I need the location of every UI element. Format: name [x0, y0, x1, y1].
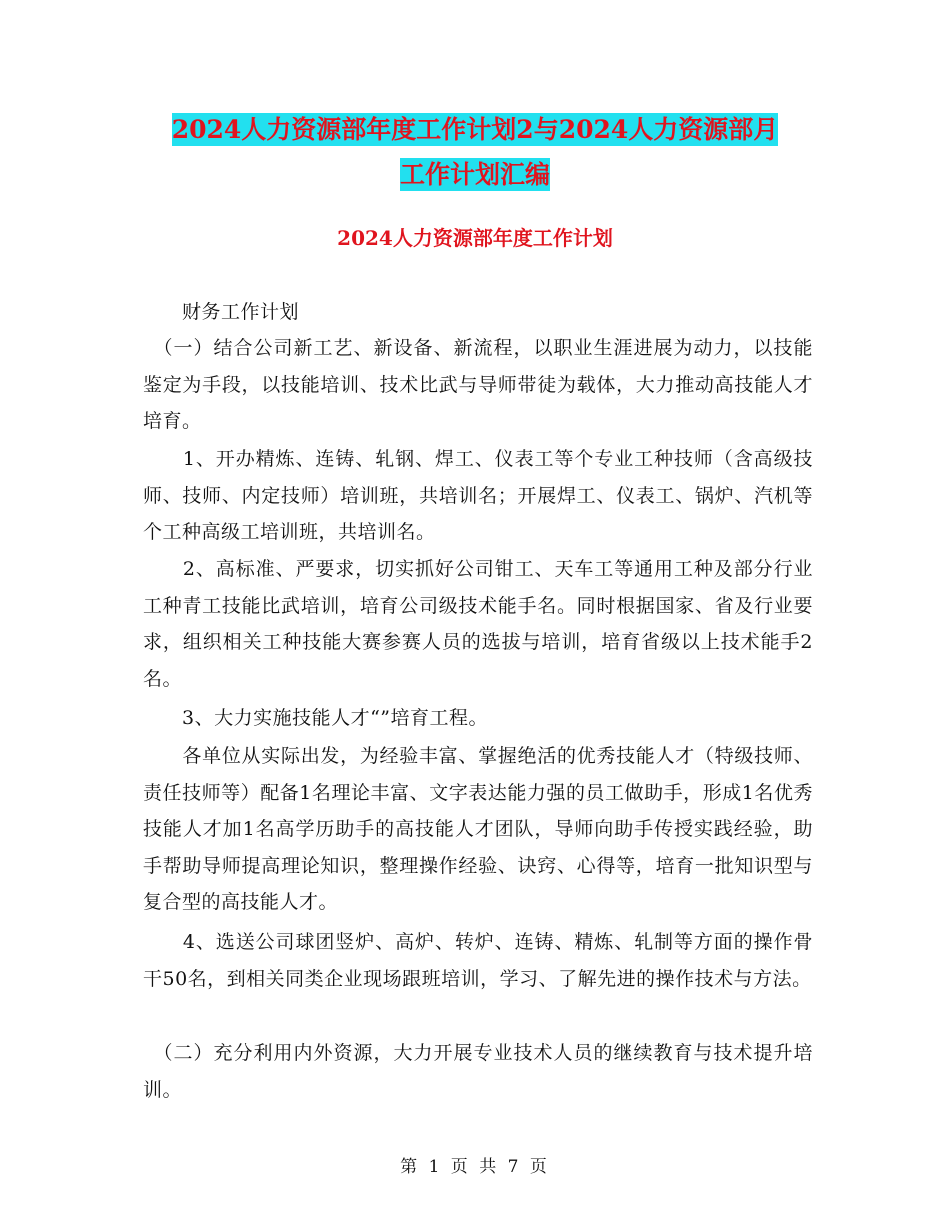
- paragraph-6: 4、选送公司球团竖炉、高炉、转炉、连铸、精炼、轧制等方面的操作骨干50名，到相关同类企业现场跟班培训，学习、了解先进的操作技术与方法。: [143, 931, 813, 990]
- section-title: 2024人力资源部年度工作计划: [337, 226, 613, 250]
- document-title-line-1: 2024人力资源部年度工作计划2与2024人力资源部月: [171, 115, 779, 144]
- paragraph-1: （一）结合公司新工艺、新设备、新流程，以职业生涯进展为动力，以技能鉴定为手段，以技能培训、技术比武与导师带徒为载体，大力推动高技能人才培育。: [143, 337, 813, 432]
- paragraph-2: 1、开办精炼、连铸、轧钢、焊工、仪表工等个专业工种技师（含高级技师、技师、内定技师）培训班，共培训名；开展焊工、仪表工、锅炉、汽机等个工种高级工培训班，共培训名。: [143, 448, 813, 543]
- document-title-line-2: 工作计划汇编: [399, 160, 550, 189]
- page-footer: 第 1 页 共 7 页: [400, 1157, 550, 1177]
- paragraph-5: 各单位从实际出发，为经验丰富、掌握绝活的优秀技能人才（特级技师、责任技师等）配备1名理论丰富、文字表达能力强的员工做助手，形成1名优秀技能人才加1名高学历助手的高技能人才团队，导师向助手传授实践经验，助手帮助导师提高理论知识，整理操作经验、诀窍、心得等，培育一批知识型与复合型的高技能人才。: [143, 745, 813, 913]
- paragraph-7: （二）充分利用内外资源，大力开展专业技术人员的继续教育与技术提升培训。: [143, 1042, 813, 1101]
- paragraph-3: 2、高标准、严要求，切实抓好公司钳工、天车工等通用工种及部分行业工种青工技能比武培训，培育公司级技术能手名。同时根据国家、省及行业要求，组织相关工种技能大赛参赛人员的选拔与培训，培育省级以上技术能手2名。: [143, 558, 813, 690]
- paragraph-heading: 财务工作计划: [143, 301, 300, 323]
- paragraph-4: 3、大力实施技能人才“”培育工程。: [143, 707, 489, 729]
